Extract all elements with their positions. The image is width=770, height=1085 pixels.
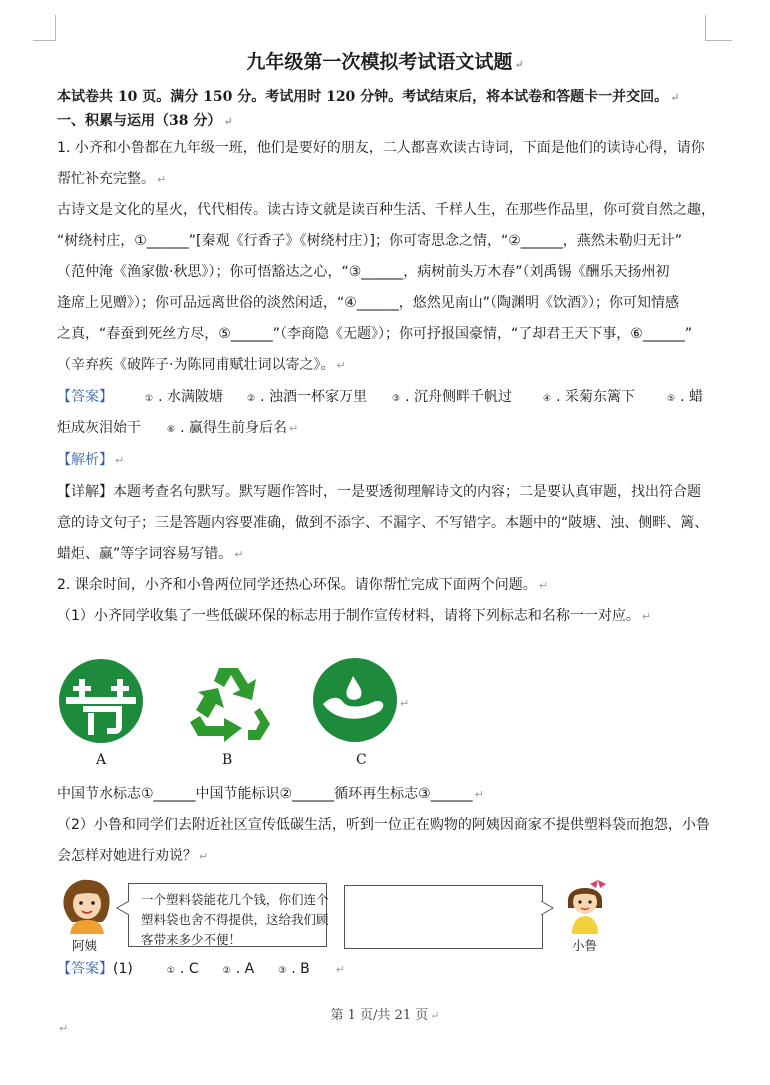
page-footer: 第 1 页/共 21 页 ↵ — [330, 1008, 440, 1023]
q1-answer-4: ④ . 采菊东篱下 — [543, 389, 635, 405]
bubble-tail-left — [116, 900, 130, 916]
q1-passage-line4: 逢席上见赠》）；你可品远离世俗的淡然闲适，“④______，悠然见南山”（陶渊明《饮酒》）；你可知情感 — [57, 295, 680, 311]
q2-answer-row: 【答案】(1) ① . C ② . A ③ . B ↵ — [57, 961, 345, 977]
q1-text-line1: 1. 小齐和小鲁都在九年级一班，他们是要好的朋友，二人都喜欢读古诗词，下面是他们的读诗心得，请你 — [57, 140, 705, 156]
q1-passage-line5: 之真，“春蚕到死丝方尽，⑤______”（李商隐《无题》）；你可抒报国豪情，“了却君王天下事，⑥______” — [57, 326, 693, 342]
page-title: 九年级第一次模拟考试语文试题 ↵ — [246, 51, 524, 73]
q2-sub2-line2: 会怎样对她进行劝说？ ↵ — [57, 848, 209, 864]
q1-answer-row — [57, 386, 709, 408]
q1-detail-line1: 【详解】本题考查名句默写。默写题作答时，一是要透彻理解诗文的内容；二是要认真审题，找出符合题 — [57, 484, 701, 500]
q1-text-line2: 帮忙补充完整。 ↵ — [57, 171, 167, 187]
q2-sub2-line1: （2）小鲁和同学们去附近社区宣传低碳生活，听到一位正在购物的阿姨因商家不提供塑料袋而抱怨，小鲁 — [57, 817, 710, 833]
q1-answer-row2: 炬成灰泪始干 ⑥ . 赢得生前身后名 ↵ — [57, 420, 299, 436]
aunt-caption: 阿姨 — [72, 938, 98, 953]
aunt-speech-text: 一个塑料袋能花几个钱，你们连个塑料袋也舍不得提供，这给我们顾客带来多少不便！ — [141, 892, 329, 947]
xiaolu-speech-bubble — [344, 885, 543, 949]
crop-mark-top-right — [705, 15, 732, 41]
q1-answer-5: ⑤ . 蜡 — [667, 389, 703, 405]
q1-answer-1: ① . 水满陂塘 — [145, 389, 223, 405]
recycling-logo-icon — [186, 660, 272, 746]
xiaolu-avatar-icon — [560, 878, 610, 934]
q1-passage-line3: （范仲淹《渔家傲·秋思》）；你可悟豁达之心，“③______，病树前头万木春”（刘禹锡《酬乐天扬州初 — [57, 264, 670, 280]
energy-saving-logo-icon — [313, 658, 397, 742]
analysis-label: 【解析】 ↵ — [57, 452, 125, 468]
answer-label: 【答案】 — [57, 389, 113, 405]
q1-answer-3: ③ . 沉舟侧畔千帆过 — [392, 389, 512, 405]
q1-passage-line2: “树绕村庄，①______”[秦观《行香子》《树绕村庄）]；你可寄思念之情，“②______，燕然未勒归无计” — [57, 233, 683, 249]
q2-sub1: （1）小齐同学收集了一些低碳环保的标志用于制作宣传材料，请将下列标志和名称一一对应。 ↵ — [57, 608, 652, 624]
logo-label-a: A — [96, 752, 107, 768]
para-mark: ↵ — [400, 697, 410, 710]
logo-label-b: B — [222, 752, 233, 768]
q1-detail-line2: 意的诗文句子；三是答题内容要准确，做到不添字、不漏字、不写错字。本题中的“陂塘、浊、侧畔、篱、 — [57, 515, 709, 531]
bubble-tail-right — [540, 900, 554, 916]
logo-label-c: C — [356, 752, 367, 768]
q2-text-line1: 2. 课余时间，小齐和小鲁两位同学还热心环保。请你帮忙完成下面两个问题。 ↵ — [57, 577, 549, 593]
xiaolu-caption: 小鲁 — [572, 938, 598, 953]
section-heading: 一、积累与运用（38 分） ↵ — [57, 113, 233, 129]
q1-passage-line1: 古诗文是文化的星火，代代相传。读古诗文就是读百种生活、千样人生，在那些作品里，你可赏自然之趣， — [57, 202, 715, 218]
q1-passage-line6: （辛弃疾《破阵子·为陈同甫赋壮词以寄之》。 ↵ — [57, 357, 346, 373]
crop-mark-top-left — [33, 15, 56, 41]
q1-detail-line3: 蜡炬、赢”等字词容易写错。 ↵ — [57, 546, 244, 562]
q1-answer-2: ② . 浊酒一杯家万里 — [247, 389, 367, 405]
q2-fill-line: 中国节水标志①______中国节能标识②______循环再生标志③______ ↵ — [57, 786, 484, 802]
aunt-avatar-icon — [58, 878, 116, 934]
para-mark-end: ↵ — [59, 1022, 69, 1035]
aunt-speech-bubble — [128, 883, 327, 947]
water-saving-logo-icon — [59, 659, 143, 743]
intro-text: 本试卷共 10 页。满分 150 分。考试用时 120 分钟。考试结束后，将本试卷和答题卡一并交回。 ↵ — [57, 89, 680, 105]
